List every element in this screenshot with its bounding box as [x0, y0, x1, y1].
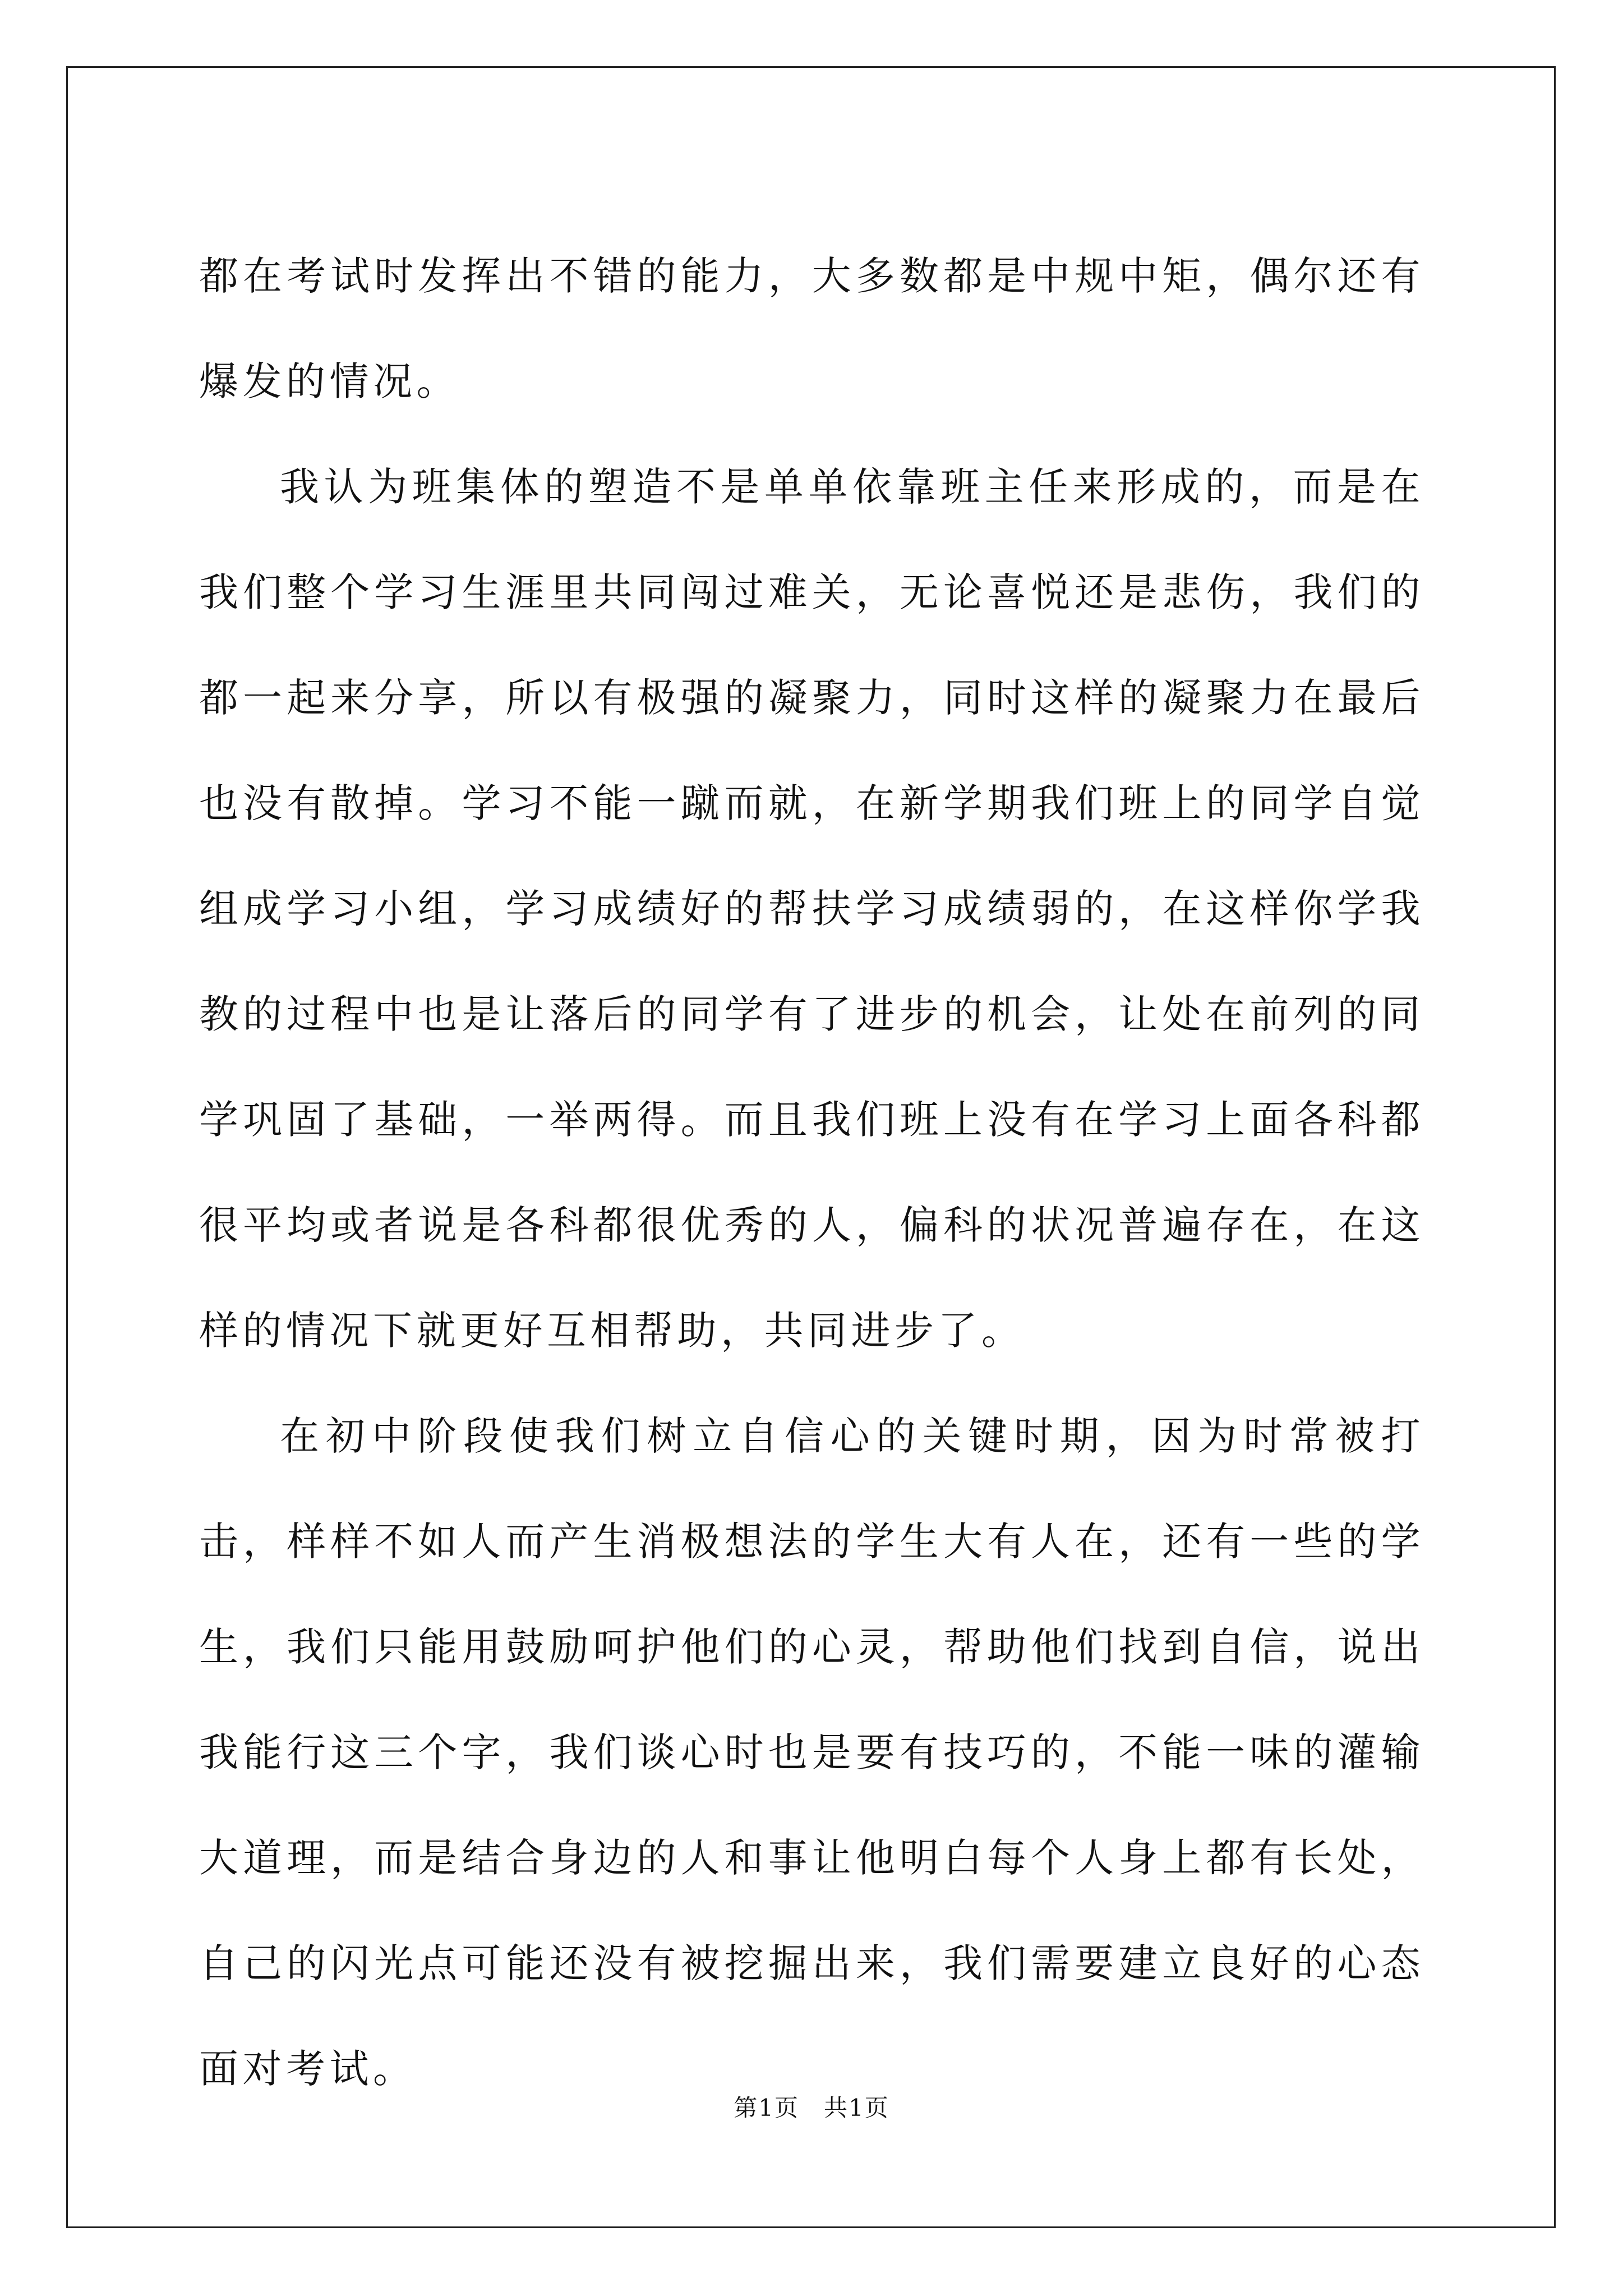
paragraph-3: 在初中阶段使我们树立自信心的关键时期，因为时常被打击，样样不如人而产生消极想法的学生大有人在，还有一些的学生，我们只能用鼓励呵护他们的心灵，帮助他们找到自信，说出我能行这三个字，我们谈心时也是要有技巧的，不能一味的灌输大道理，而是结合身边的人和事让他明白每个人身上都有长处，自己的闪光点可能还没有被挖掘出来，我们需要建立良好的心态面对考试。: [199, 1413, 1424, 2092]
paragraph-2: 我认为班集体的塑造不是单单依靠班主任来形成的，而是在我们整个学习生涯里共同闯过难关，无论喜悦还是悲伤，我们的都一起来分享，所以有极强的凝聚力，同时这样的凝聚力在最后也没有散掉。学习不能一蹴而就，在新学期我们班上的同学自觉组成学习小组，学习成绩好的帮扶学习成绩弱的，在这样你学我教的过程中也是让落后的同学有了进步的机会，让处在前列的同学巩固了基础，一举两得。而且我们班上没有在学习上面各科都很平均或者说是各科都很优秀的人，偏科的状况普遍存在，在这样的情况下就更好互相帮助，共同进步了。: [199, 464, 1424, 1354]
page-footer: 第1页 共1页: [734, 2094, 889, 2122]
document-body: [199, 223, 1424, 2122]
paragraph-1: 都在考试时发挥出不错的能力，大多数都是中规中矩，偶尔还有爆发的情况。: [199, 253, 1424, 404]
